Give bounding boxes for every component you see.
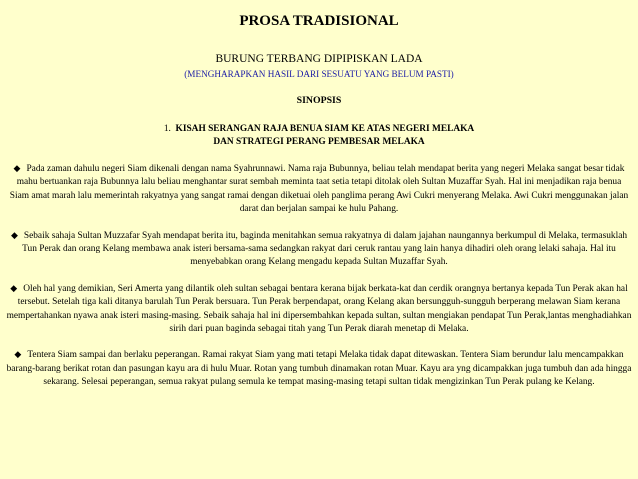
section-heading-line1: KISAH SERANGAN RAJA BENUA SIAM KE ATAS NEGERI MELAKA <box>175 124 475 134</box>
section-heading-line2: DAN STRATEGI PERANG PEMBESAR MELAKA <box>213 136 425 147</box>
paragraph-text: Oleh hal yang demikian, Seri Amerta yang dilantik oleh sultan sebagai bentara kerana bijak berkata-kat dan cerdik orangnya bertanya kepada Tun Perak akan hal tersebut. Setelah tiga kali ditanya barulah Tun Perak bersuara. Tun Perak berpendapat, orang Kelang akan bersungguh-sungguh berperang melawan Siam kerana mempertahankan nyawa anak isteri masing-masing. Sebaik sahaja hal ini dipersembahkan kepada sultan, sultan mengiakan pendapat Tun Perak,lantas menghadiahkan sirih dari puan baginda sebagai titah yang Tun Perak diarah menetap di Melaka. <box>6 283 632 335</box>
paragraph-4 <box>6 348 632 389</box>
section-heading <box>6 123 632 148</box>
paragraph-2 <box>6 229 632 270</box>
diamond-bullet-icon: ◆ <box>10 282 18 293</box>
paragraph-1 <box>6 162 632 217</box>
section-number: 1. <box>163 124 171 134</box>
paragraph-text: Sebaik sahaja Sultan Muzzafar Syah mendapat berita itu, baginda menitahkan semua rakyatnya di dalam jajahan naungannya berkumpul di Melaka, termasuklah Tun Perak dan orang Kelang membawa anak isteri bersama-sama sedangkan rakyat dari ceruk rantau yang lain hanya dihadiri oleh orang lelaki sahaja. Hal itu menyebabkan orang Kelang mengadu kepada Sultan Muzaffar Syah. <box>22 230 628 268</box>
diamond-bullet-icon: ◆ <box>14 349 22 360</box>
paragraph-text: Pada zaman dahulu negeri Siam dikenali dengan nama Syahrunnawi. Nama raja Bubunnya, beliau telah mendapat berita yang negeri Melaka sangat besar tidak mahu bertuankan raja Bubunnya lalu beliau menghantar surat sembah meminta taat setia tetapi ditolak oleh Sultan Muzaffar Syah. Hal ini menjadikan raja benua Siam amat marah lalu memerintah rakyatnya yang sangat ramai dengan diketuai oleh panglima perang Awi Cukri menyerang Melaka. Awi Cukri menggunakan jalan darat dan berjalan sampai ke hulu Pahang. <box>9 164 629 215</box>
diamond-bullet-icon: ◆ <box>13 163 21 173</box>
story-meaning: (MENGHARAPKAN HASIL DARI SESUATU YANG BELUM PASTI) <box>184 69 454 79</box>
diamond-bullet-icon: ◆ <box>10 229 18 240</box>
page-title: PROSA TRADISIONAL <box>239 13 399 29</box>
paragraph-text: Tentera Siam sampai dan berlaku peperangan. Ramai rakyat Siam yang mati tetapi Melaka tidak dapat ditewaskan. Tentera Siam berundur lalu mencampakkan barang-barang berikat rotan dan pasungan kayu ara di hulu Muar. Rotan yang tumbuh dinamakan rotan Muar. Kayu ara yng dicampakkan juga tumbuh dan ada hingga sekarang. Selesai peperangan, semua rakyat pulang semula ke tempat masing-masing tetapi sultan tidak mengizinkan Tun Perak pulang ke Kelang. <box>6 350 632 388</box>
paragraph-3 <box>6 282 632 337</box>
story-title: BURUNG TERBANG DIPIPISKAN LADA <box>215 53 423 65</box>
synopsis-heading: SINOPSIS <box>296 95 342 106</box>
